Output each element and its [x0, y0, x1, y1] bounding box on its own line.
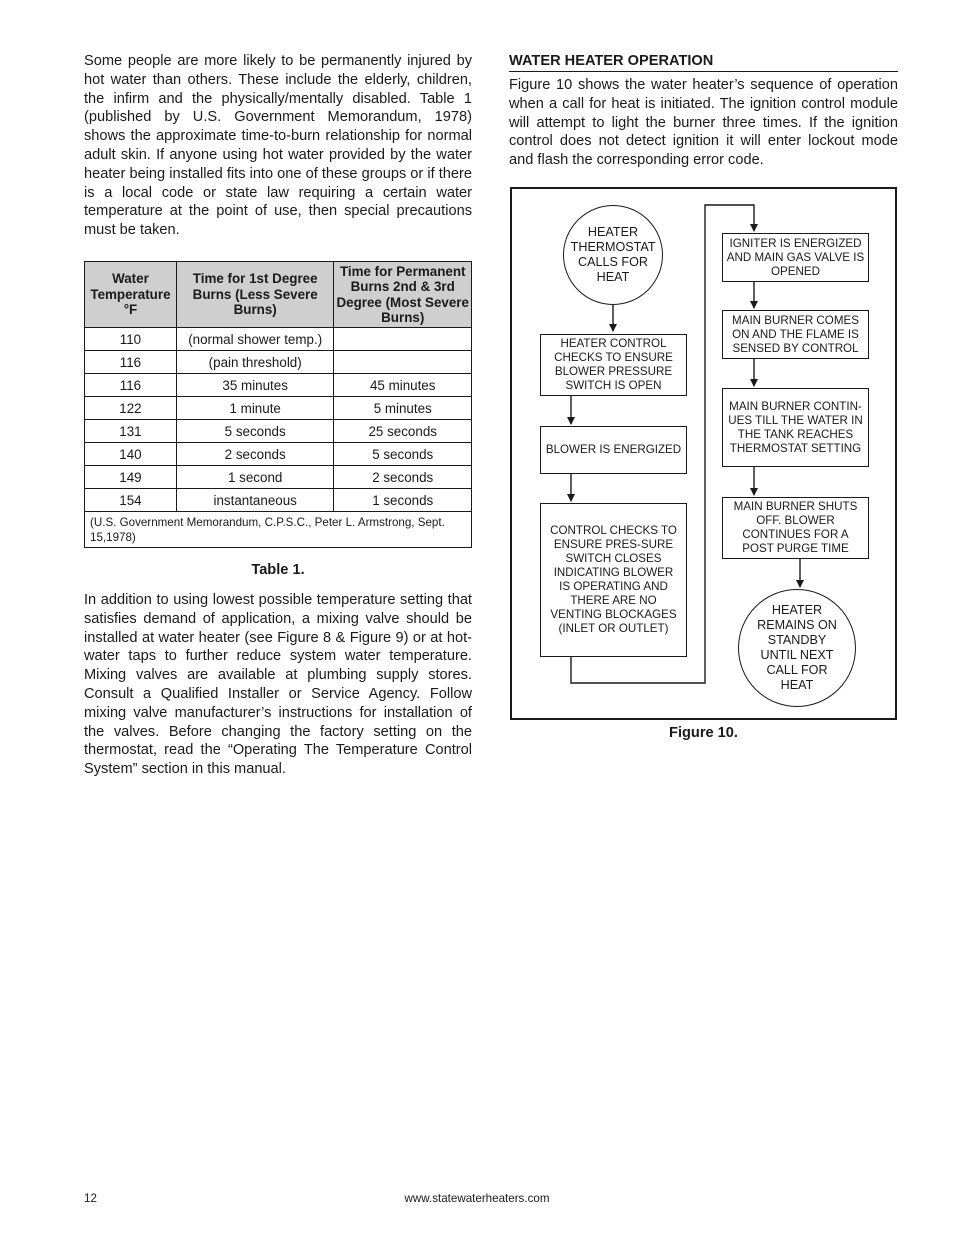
table-row — [85, 328, 472, 351]
cell-permanent: 5 minutes — [334, 397, 472, 420]
cell-first-degree: 2 seconds — [176, 443, 334, 466]
table-row — [85, 420, 472, 443]
cell-first-degree: 1 minute — [176, 397, 334, 420]
cell-permanent — [334, 351, 472, 374]
footer-url: www.statewaterheaters.com — [404, 1192, 550, 1205]
mixing-valve-paragraph: In addition to using lowest possible temperature setting that satisfies demand of application, a mixing valve should be installed at water heater (see Figure 8 & Figure 9) or at hot-water taps to further reduce system water temperature. Mixing valves are available at plumbing supply stores. Consult a Qualified Installer or Service Agency. Follow mixing valve manufacturer’s instructions for installation of the valves. Before changing the factory setting on the thermostat, read the “Operating The Temperature Control System” section in this manual. — [84, 592, 472, 778]
table-row — [85, 374, 472, 397]
cell-first-degree: instantaneous — [176, 489, 334, 512]
section-heading: WATER HEATER OPERATION — [509, 52, 898, 72]
cell-first-degree: 1 second — [176, 466, 334, 489]
table-source-row — [85, 512, 472, 548]
table-row — [85, 397, 472, 420]
flowchart-frame — [510, 187, 897, 720]
table-row — [85, 466, 472, 489]
cell-temperature: 116 — [85, 351, 177, 374]
operation-description: Figure 10 shows the water heater’s sequence of operation when a call for heat is initiated. The ignition control module will attempt to light the burner three times. If the ignition control does not detect ignition it will enter lockout mode and flash the corresponding error code. — [509, 77, 898, 169]
table-header-row — [85, 262, 472, 328]
table-source: (U.S. Government Memorandum, C.P.S.C., Peter L. Armstrong, Sept. 15,1978) — [85, 512, 472, 548]
cell-permanent: 5 seconds — [334, 443, 472, 466]
header-first-degree: Time for 1st Degree Burns (Less Severe Burns) — [176, 262, 334, 328]
table-row — [85, 489, 472, 512]
cell-temperature: 140 — [85, 443, 177, 466]
cell-first-degree: 35 minutes — [176, 374, 334, 397]
flow-igniter-node: IGNITER IS ENERGIZED AND MAIN GAS VALVE IS OPENED — [722, 233, 869, 282]
table-row — [85, 443, 472, 466]
header-water-temperature: Water Temperature °F — [85, 262, 177, 328]
cell-permanent: 1 seconds — [334, 489, 472, 512]
cell-temperature: 110 — [85, 328, 177, 351]
cell-temperature: 149 — [85, 466, 177, 489]
figure-caption: Figure 10. — [669, 725, 738, 741]
flow-start-node: HEATER THERMOSTAT CALLS FOR HEAT — [563, 205, 663, 305]
intro-paragraph: Some people are more likely to be permanently injured by hot water than others. These include the elderly, children, the infirm and the physically/mentally disabled. Table 1 (published by U.S. Government Memorandum, 1978) shows the approximate time-to-burn relationship for normal adult skin. If anyone using hot water provided by the water heater being installed fits into one of these groups or if there is a local code or state law requiring a certain water temperature at the point of use, then special precautions must be taken. — [84, 53, 472, 239]
header-permanent: Time for Permanent Burns 2nd & 3rd Degree (Most Severe Burns) — [334, 262, 472, 328]
cell-permanent: 45 minutes — [334, 374, 472, 397]
cell-temperature: 122 — [85, 397, 177, 420]
cell-first-degree: (normal shower temp.) — [176, 328, 334, 351]
flow-end-node: HEATER REMAINS ON STANDBY UNTIL NEXT CALL FOR HEAT — [738, 589, 856, 707]
cell-permanent: 2 seconds — [334, 466, 472, 489]
table-caption: Table 1. — [251, 562, 305, 578]
cell-permanent: 25 seconds — [334, 420, 472, 443]
flow-burner-off-node: MAIN BURNER SHUTS OFF. BLOWER CONTINUES FOR A POST PURGE TIME — [722, 497, 869, 559]
table-row — [85, 351, 472, 374]
cell-temperature: 154 — [85, 489, 177, 512]
cell-permanent — [334, 328, 472, 351]
flow-burner-on-node: MAIN BURNER COMES ON AND THE FLAME IS SENSED BY CONTROL — [722, 310, 869, 359]
cell-temperature: 116 — [85, 374, 177, 397]
page-number: 12 — [84, 1192, 97, 1205]
burn-time-table — [84, 261, 472, 548]
cell-first-degree: (pain threshold) — [176, 351, 334, 374]
flow-blower-node: BLOWER IS ENERGIZED — [540, 426, 687, 474]
cell-first-degree: 5 seconds — [176, 420, 334, 443]
flow-pressure-switch-node: CONTROL CHECKS TO ENSURE PRES-SURE SWITCH CLOSES INDICATING BLOWER IS OPERATING AND THERE ARE NO VENTING BLOCKAGES (INLET OR OUTLET) — [540, 503, 687, 657]
flow-control-check-node: HEATER CONTROL CHECKS TO ENSURE BLOWER PRESSURE SWITCH IS OPEN — [540, 334, 687, 396]
flow-burner-continues-node: MAIN BURNER CONTIN-UES TILL THE WATER IN THE TANK REACHES THERMOSTAT SETTING — [722, 388, 869, 467]
cell-temperature: 131 — [85, 420, 177, 443]
